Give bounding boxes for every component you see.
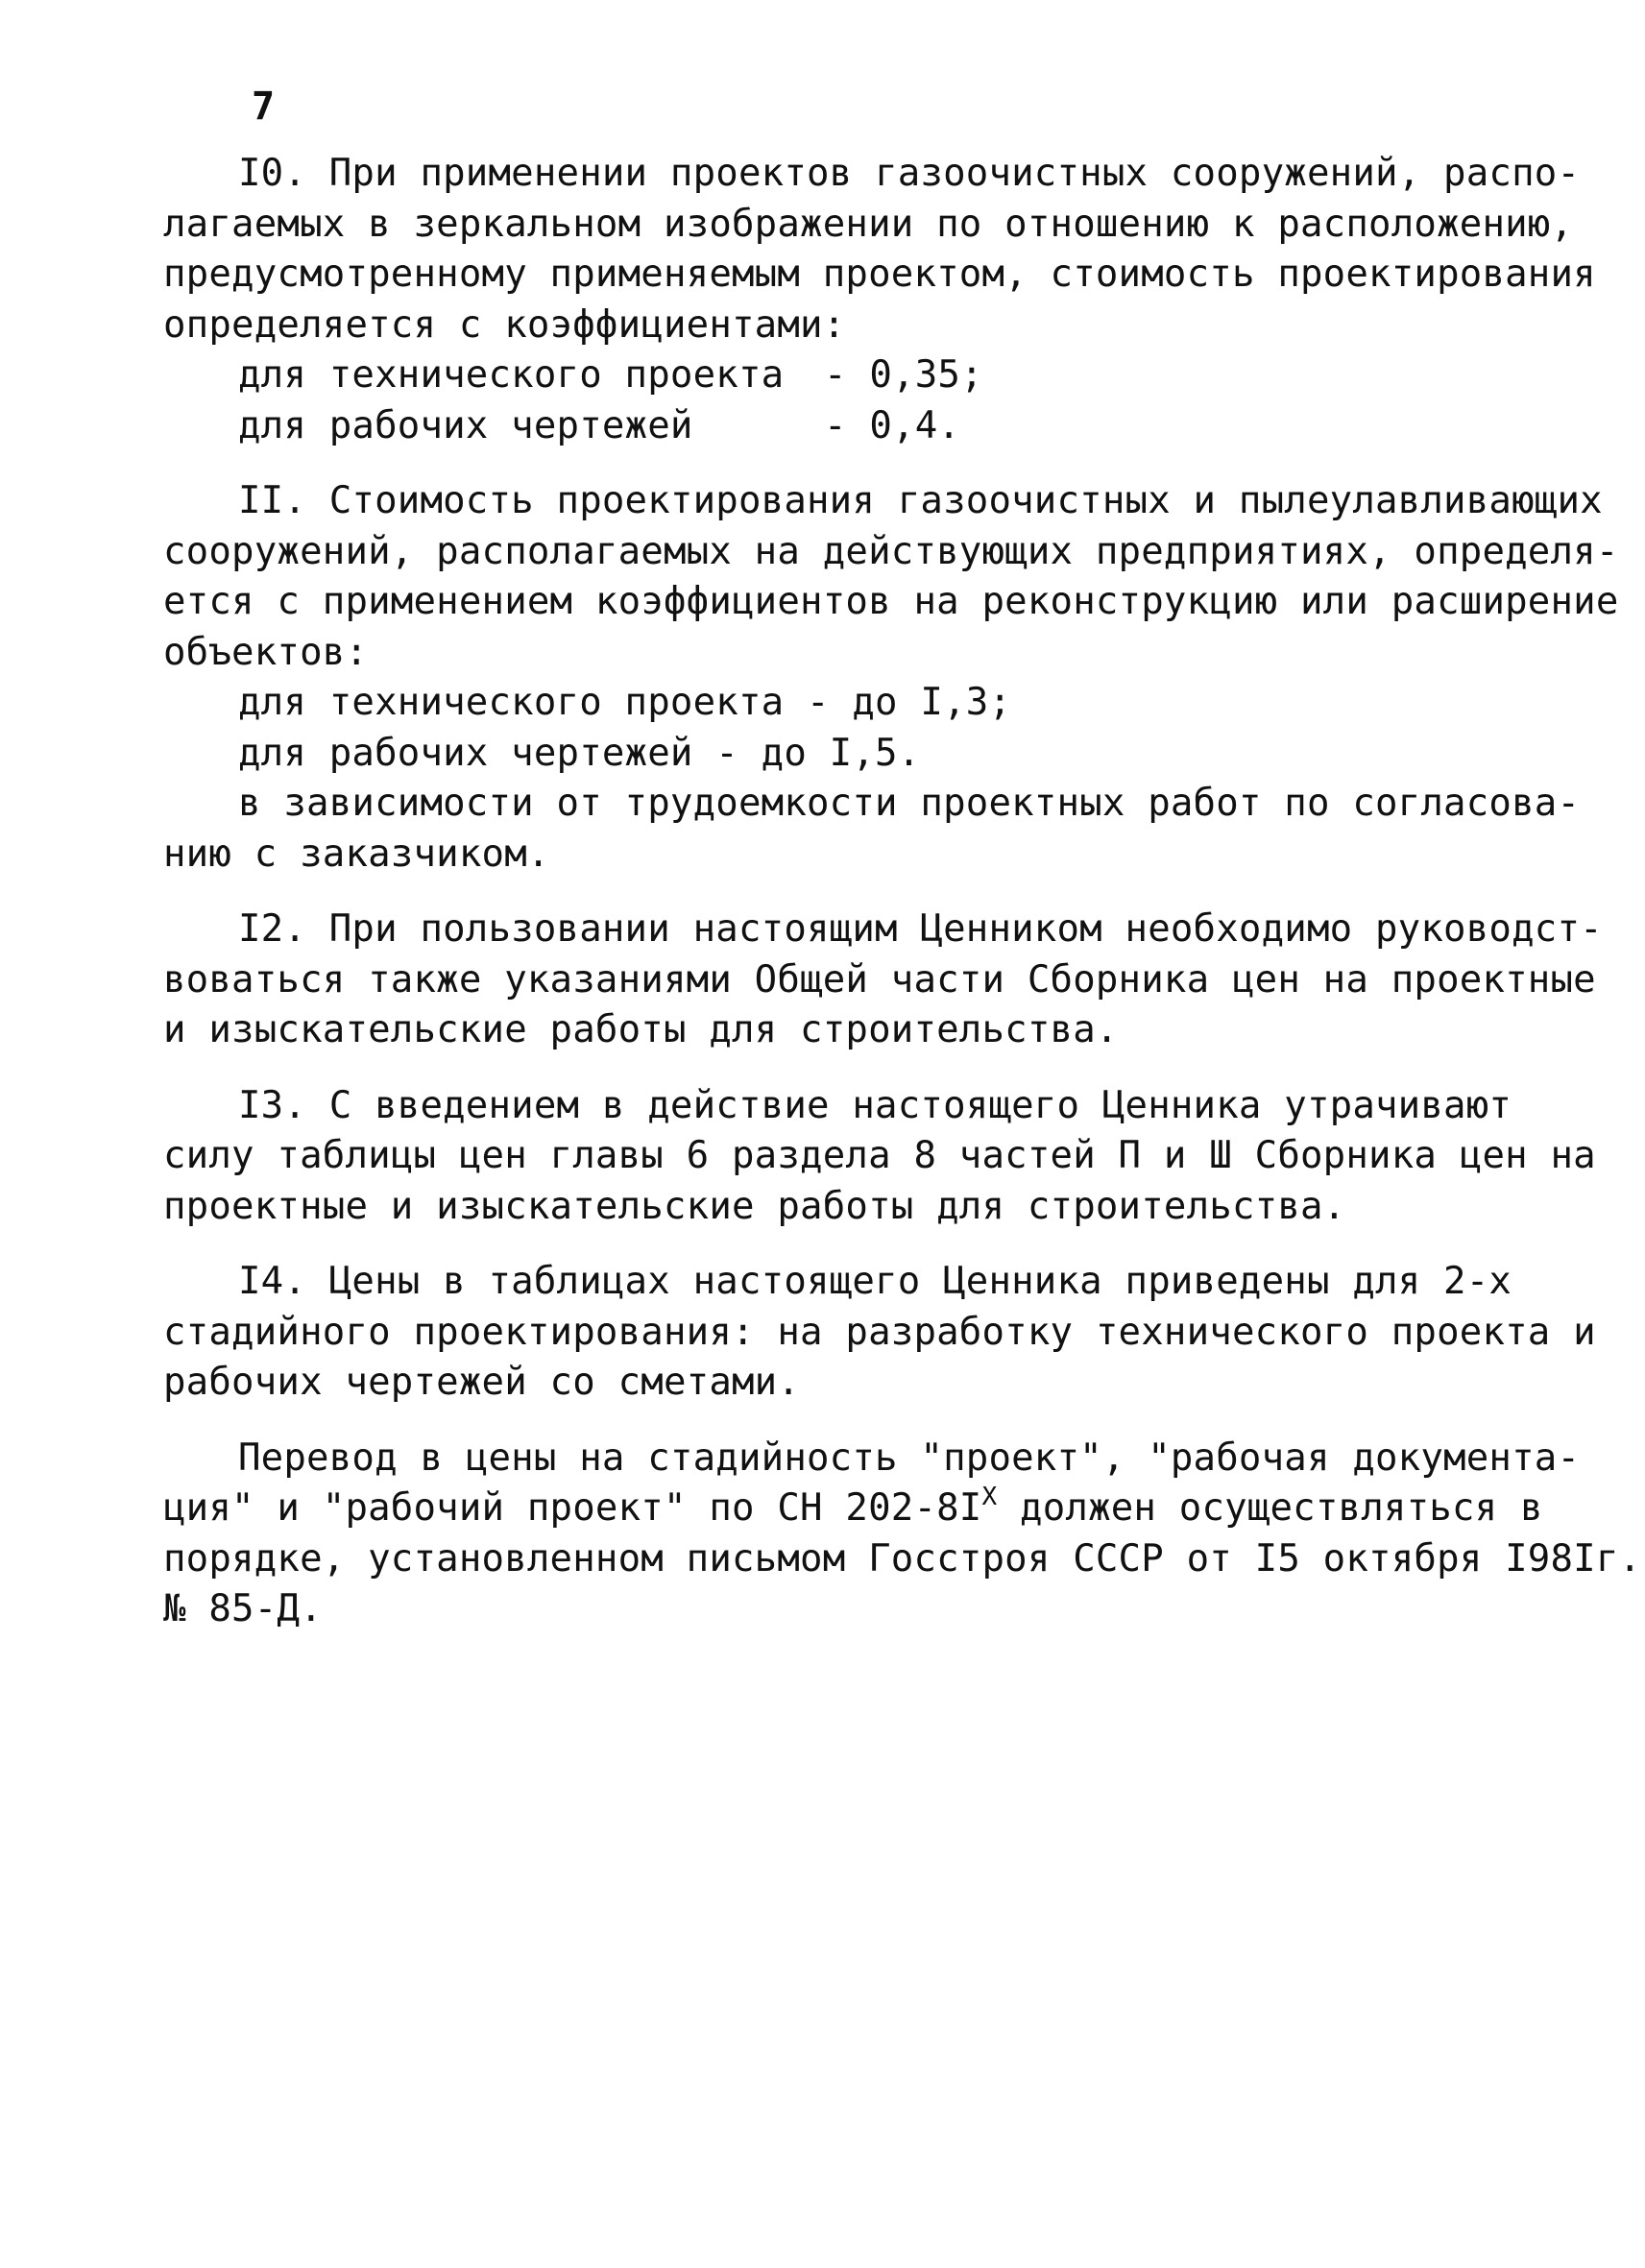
paragraph-line: проектные и изыскательские работы для строительства. <box>163 1184 1346 1228</box>
paragraph-line: объектов: <box>163 630 369 674</box>
list-item: для технического проекта - до I,3; <box>238 681 1012 724</box>
coefficient-value: - 0,4. <box>824 403 961 447</box>
paragraph-line: силу таблицы цен главы 6 раздела 8 частей П и Ш Сборника цен на <box>163 1134 1596 1177</box>
paragraph-line: лагаемых в зеркальном изображении по отношению к расположению, <box>163 202 1574 246</box>
paragraph-line: № 85-Д. <box>163 1587 323 1630</box>
superscript: Х <box>981 1483 998 1511</box>
paragraph-line: I2. При пользовании настоящим Ценником необходимо руководст- <box>238 907 1603 951</box>
coefficient-row <box>163 350 1479 401</box>
line-text: ция" и "рабочий проект" по СН 202-8I <box>163 1486 982 1530</box>
paragraph-12 <box>163 905 1603 1056</box>
paragraph-line: I4. Цены в таблицах настоящего Ценника приведены для 2-х <box>238 1260 1512 1303</box>
coefficient-value: - 0,35; <box>824 353 983 397</box>
paragraph-line: стадийного проектирования: на разработку технического проекта и <box>163 1310 1596 1354</box>
paragraph-line: I0. При применении проектов газоочистных сооружений, распо- <box>238 152 1581 195</box>
paragraph-line: в зависимости от трудоемкости проектных работ по согласова- <box>238 782 1581 825</box>
list-item: для рабочих чертежей - до I,5. <box>238 731 921 775</box>
paragraph-line: порядке, установленном письмом Госстроя СССР от I5 октября I98Iг. <box>163 1536 1642 1580</box>
paragraph-line: Перевод в цены на стадийность "проект", "рабочая документа- <box>238 1436 1581 1480</box>
paragraph-line: I3. С введением в действие настоящего Ценника утрачивают <box>238 1083 1512 1127</box>
line-text: должен осуществляться в <box>997 1486 1543 1530</box>
coefficient-label: для технического проекта <box>238 353 785 397</box>
document-body <box>163 149 1642 1635</box>
page-number: 7 <box>252 84 276 129</box>
coefficient-label: для рабочих чертежей <box>238 403 693 447</box>
paragraph-13 <box>163 1081 1596 1233</box>
coefficient-row <box>163 401 1479 452</box>
paragraph-line: воваться также указаниями Общей части Сборника цен на проектные <box>163 957 1596 1001</box>
paragraph-line: нию с заказчиком. <box>163 832 550 876</box>
paragraph-line: сооружений, располагаемых на действующих предприятиях, определя- <box>163 529 1619 573</box>
paragraph-14 <box>163 1257 1596 1409</box>
paragraph-11 <box>163 476 1619 880</box>
paragraph-line: предусмотренному применяемым проектом, стоимость проектирования <box>163 253 1596 296</box>
paragraph-line: ется с применением коэффициентов на реконструкцию или расширение <box>163 580 1619 623</box>
paragraph-line: и изыскательские работы для строительства. <box>163 1008 1119 1051</box>
paragraph-line-with-superscript <box>163 1483 1543 1534</box>
paragraph-line: II. Стоимость проектирования газоочистных и пылеулавливающих <box>238 479 1603 522</box>
paragraph-line: определяется с коэффициентами: <box>163 302 846 347</box>
paragraph-line: рабочих чертежей со сметами. <box>163 1361 801 1404</box>
paragraph-translation <box>163 1434 1642 1635</box>
paragraph-10 <box>163 149 1596 451</box>
